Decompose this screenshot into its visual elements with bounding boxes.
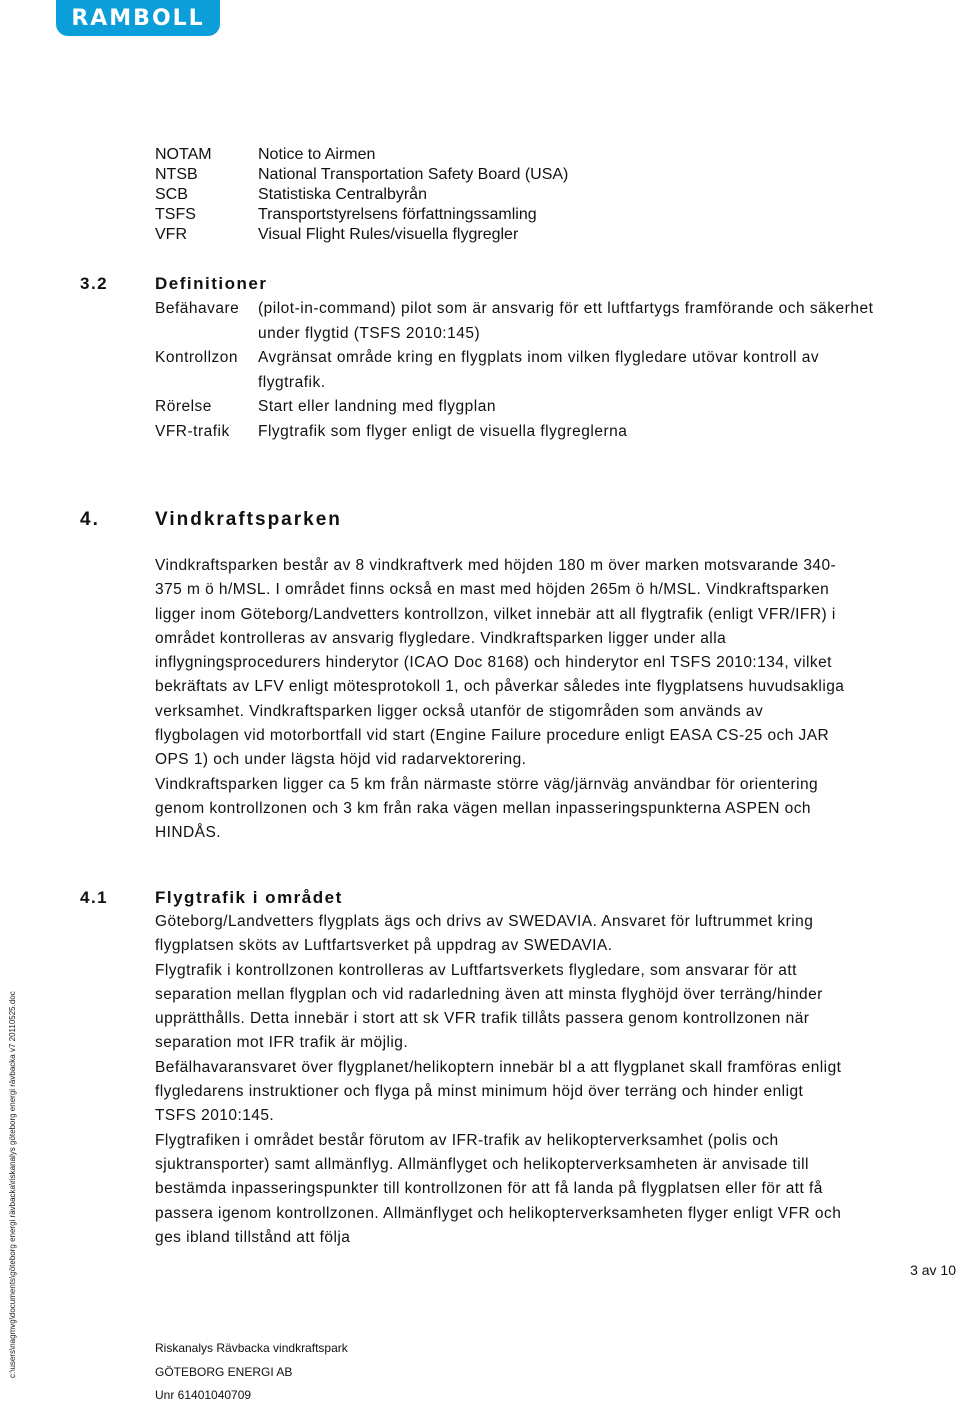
logo-text: RAMBOLL — [71, 5, 205, 31]
abbreviation-value: Statistiska Centralbyrån — [258, 186, 427, 203]
definition-term: VFR-trafik — [155, 422, 230, 440]
definition-row — [155, 297, 875, 346]
section-number: 4. — [80, 509, 100, 530]
abbreviation-row — [155, 145, 568, 165]
abbreviation-value: Transportstyrelsens författningssamling — [258, 206, 537, 223]
footer-company: GÖTEBORG ENERGI AB — [155, 1365, 293, 1379]
section-4-1-body — [155, 910, 845, 1250]
paragraph: Flygtrafiken i området består förutom av IFR-trafik av helikopterverksamhet (polis och sjuktransporter) samt allmänflyg. Allmänflyget och helikopterverksamheten är anvisade till bestämda inpasseringspunkter till kontrollzonen för att få landa på flygplatsen eller för att få passera igenom kontrollzonen. Allmänflyget och helikopterverksamheten flyger enligt VFR och ges ibland tillstånd att följa — [155, 1131, 842, 1246]
footer-title: Riskanalys Rävbacka vindkraftspark — [155, 1341, 348, 1355]
abbreviation-table — [155, 145, 568, 245]
section-4-body — [155, 554, 845, 846]
abbreviation-value: Notice to Airmen — [258, 146, 376, 163]
section-number: 3.2 — [80, 274, 109, 293]
page-number: 3 av 10 — [910, 1262, 956, 1278]
definition-term: Rörelse — [155, 398, 212, 415]
section-number: 4.1 — [80, 888, 109, 907]
definition-term: Befähavare — [155, 300, 240, 317]
definition-description: Avgränsat område kring en flygplats inom vilken flygledare utövar kontroll av flygtrafik. — [258, 349, 820, 391]
section-title: Flygtrafik i området — [155, 888, 343, 907]
abbreviation-key: NOTAM — [155, 146, 212, 163]
abbreviation-value: National Transportation Safety Board (USA) — [258, 166, 569, 183]
paragraph: Göteborg/Landvetters flygplats ägs och drivs av SWEDAVIA. Ansvaret för luftrummet kring flygplatsen sköts av Luftfartsverket på uppdrag av SWEDAVIA. — [155, 913, 814, 955]
abbreviation-value: Visual Flight Rules/visuella flygregler — [258, 226, 519, 243]
abbreviation-key: VFR — [155, 226, 187, 243]
definition-row — [155, 395, 875, 420]
abbreviation-row — [155, 165, 568, 185]
definition-row — [155, 346, 875, 395]
abbreviation-row — [155, 185, 568, 205]
ramboll-logo — [56, 0, 220, 36]
abbreviation-row — [155, 225, 568, 245]
paragraph: Vindkraftsparken ligger ca 5 km från närmaste större väg/järnväg användbar för orientering genom kontrollzonen och 3 km från raka vägen mellan inpasseringspunkterna ASPEN och HINDÅS. — [155, 775, 819, 842]
definition-description: Start eller landning med flygplan — [258, 398, 496, 415]
section-title: Vindkraftsparken — [155, 509, 342, 530]
paragraph: Befälhavaransvaret över flygplanet/helikoptern innebär bl a att flygplanet skall framföras enligt flygledarens instruktioner och flyga på minst minimum höjd över terräng och hinder enligt TSFS 2010:145. — [155, 1058, 842, 1125]
definition-description: (pilot-in-command) pilot som är ansvarig för ett luftfartygs framförande och säkerhet under flygtid (TSFS 2010:145) — [258, 300, 874, 342]
definition-list — [155, 297, 875, 444]
abbreviation-key: SCB — [155, 186, 188, 203]
definition-row — [155, 420, 875, 445]
paragraph: Flygtrafik i kontrollzonen kontrolleras av Luftfartsverkets flygledare, som ansvarar för att separation mellan flygplan och vid radarledning även att minsta flyghöjd över terräng/hinder upprätthålls. Detta innebär i stort att sk VFR trafik tillåts passera genom kontrollzonen när separation mot IFR trafik är möjlig. — [155, 961, 823, 1052]
definition-description: Flygtrafik som flyger enligt de visuella flygreglerna — [258, 422, 628, 440]
paragraph: Vindkraftsparken består av 8 vindkraftverk med höjden 180 m över marken motsvarande 340-375 m ö h/MSL. I området finns också en mast med höjden 265m ö h/MSL. Vindkraftsparken ligger inom Göteborg/Landvetters kontrollzon, vilket innebär att all flygtrafik (enligt VFR/IFR) i området kontrolleras av ansvarig flygledare. Vindkraftsparken ligger under alla inflygningsprocedurers hinderytor (ICAO Doc 8168) och hinderytor enl TSFS 2010:134, vilket bekräftats av LFV enligt mötesprotokoll 1, och påverkar således inte flygplatsens huvudsakliga verksamhet. Vindkraftsparken ligger också utanför de stigområden som används av flygbolagen vid motorbortfall vid start (Engine Failure procedure enligt EASA CS-25 och JAR OPS 1) och under lägsta höjd vid radarvektorering. — [155, 557, 845, 769]
definition-term: Kontrollzon — [155, 349, 239, 366]
abbreviation-key: NTSB — [155, 166, 198, 183]
footer-unr: Unr 61401040709 — [155, 1388, 252, 1402]
abbreviation-row — [155, 205, 568, 225]
section-title: Definitioner — [155, 274, 268, 293]
abbreviation-key: TSFS — [155, 206, 196, 223]
document-path: c:\users\nagmvg\documents\göteborg energi rävbacka\riskanalys göteborg energi rävbacka v7 20110525.doc — [8, 991, 17, 1378]
